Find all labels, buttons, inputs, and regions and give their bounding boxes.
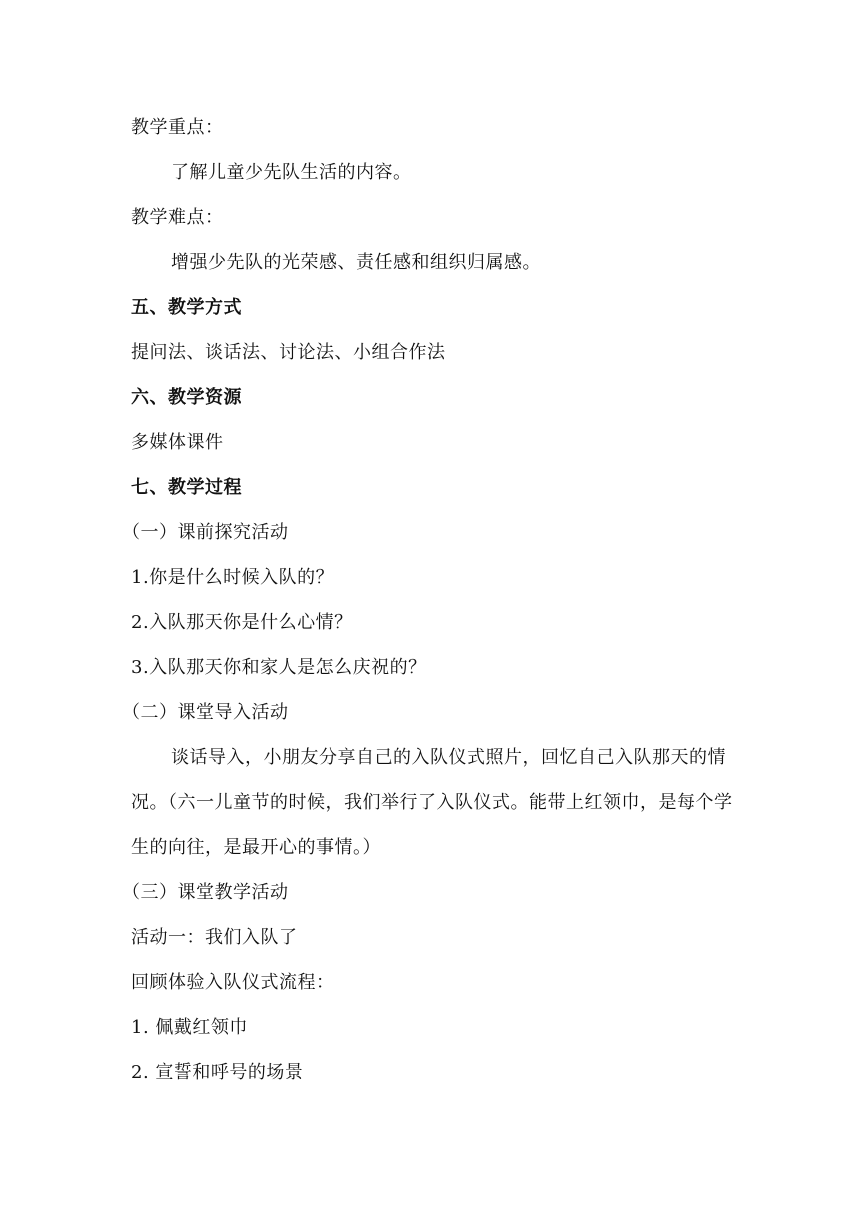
activity-1: 活动一：我们入队了: [131, 927, 298, 948]
focus-text: 了解儿童少先队生活的内容。: [171, 162, 412, 183]
step-2: 2. 宣誓和呼号的场景: [131, 1062, 304, 1083]
intro-paragraph: 谈话导入，小朋友分享自己的入队仪式照片，回忆自己入队那天的情况。（六一儿童节的时候，我们举行了入队仪式。能带上红领巾，是每个学生的向往，是最开心的事情。）: [131, 747, 733, 858]
sub3-heading: （三）课堂教学活动: [122, 882, 289, 903]
focus-heading: 教学重点：: [131, 117, 224, 138]
section5-heading: 五、教学方式: [131, 297, 242, 318]
section6-text: 多媒体课件: [131, 432, 224, 453]
question-1: 1.你是什么时候入队的？: [131, 567, 335, 588]
section6-heading: 六、教学资源: [131, 387, 242, 408]
review-text: 回顾体验入队仪式流程：: [131, 972, 335, 993]
difficulty-text: 增强少先队的光荣感、责任感和组织归属感。: [171, 252, 541, 273]
step-1: 1. 佩戴红领巾: [131, 1017, 248, 1038]
section7-heading: 七、教学过程: [131, 477, 242, 498]
section5-text: 提问法、谈话法、讨论法、小组合作法: [131, 342, 446, 363]
difficulty-heading: 教学难点：: [131, 207, 224, 228]
sub2-heading: （二）课堂导入活动: [122, 702, 289, 723]
sub1-heading: （一）课前探究活动: [122, 522, 289, 543]
question-2: 2.入队那天你是什么心情？: [131, 612, 353, 633]
question-3: 3.入队那天你和家人是怎么庆祝的？: [131, 657, 427, 678]
